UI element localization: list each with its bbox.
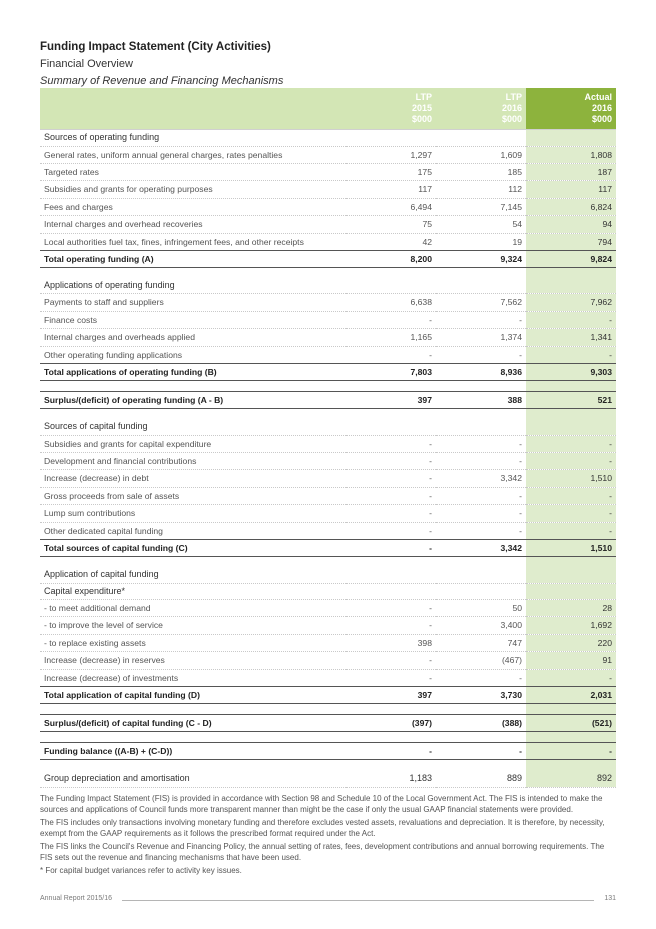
ltp2015-value: 1,165 [346, 329, 436, 346]
ltp2015-value: 397 [346, 392, 436, 409]
section-heading-row [40, 278, 616, 294]
table-row [40, 163, 616, 180]
actual2016-value: - [526, 346, 616, 363]
row-label: Total application of capital funding (D) [40, 687, 346, 704]
row-label: Increase (decrease) of investments [40, 669, 346, 686]
ltp2015-value: - [346, 470, 436, 487]
section-heading-row [40, 583, 616, 600]
row-label: Surplus/(deficit) of operating funding (A - B) [40, 392, 346, 409]
row-label: Other dedicated capital funding [40, 522, 346, 539]
note-fis-purpose: The Funding Impact Statement (FIS) is provided in accordance with Section 98 and Schedule 10 of the Local Government Act. The FIS is intended to make the sources and applications of Council funds more transparent manner than might be the case if only the usual GAAP financial statements were provided. [40, 794, 603, 814]
row-label: Gross proceeds from sale of assets [40, 487, 346, 504]
col-actual2016-line1: Actual [526, 88, 616, 103]
ltp2016-value: 19 [436, 233, 526, 250]
row-label: Internal charges and overhead recoveries [40, 216, 346, 233]
actual2016-value: - [526, 435, 616, 452]
actual2016-value [526, 419, 616, 435]
ltp2016-value: 112 [436, 181, 526, 198]
ltp2015-value: 75 [346, 216, 436, 233]
col-ltp2016-line3: $000 [436, 114, 526, 130]
page-subtitle: Financial Overview [40, 58, 133, 70]
actual2016-value: - [526, 669, 616, 686]
ltp2016-value: 8,936 [436, 364, 526, 381]
row-label: Subsidies and grants for operating purposes [40, 181, 346, 198]
table-row [40, 216, 616, 233]
col-actual2016-line2: 2016 [526, 103, 616, 114]
row-label: Increase (decrease) in reserves [40, 652, 346, 669]
row-label: Total operating funding (A) [40, 250, 346, 267]
col-ltp2015-line1: LTP [346, 88, 436, 103]
ltp2015-value: - [346, 452, 436, 469]
total-row [40, 715, 616, 732]
spacer-row [40, 267, 616, 278]
ltp2016-value: - [436, 522, 526, 539]
actual2016-value: 1,510 [526, 540, 616, 557]
ltp2016-value: - [436, 487, 526, 504]
ltp2015-value: 7,803 [346, 364, 436, 381]
actual2016-value [526, 278, 616, 294]
note-capital-variances: * For capital budget variances refer to activity key issues. [40, 866, 242, 876]
table-row [40, 652, 616, 669]
ltp2016-value [436, 419, 526, 435]
col-ltp2015-line3: $000 [346, 114, 436, 130]
ltp2015-value: 117 [346, 181, 436, 198]
ltp2015-value: - [346, 435, 436, 452]
row-label: Total sources of capital funding (C) [40, 540, 346, 557]
ltp2016-value: - [436, 743, 526, 760]
ltp2015-value: 42 [346, 233, 436, 250]
table-row [40, 198, 616, 215]
ltp2015-value: - [346, 487, 436, 504]
ltp2015-value: - [346, 652, 436, 669]
row-label: Application of capital funding [40, 567, 346, 583]
table-row [40, 181, 616, 198]
ltp2016-value: 3,730 [436, 687, 526, 704]
ltp2016-value [436, 567, 526, 583]
actual2016-value [526, 567, 616, 583]
row-label: General rates, uniform annual general charges, rates penalties [40, 146, 346, 163]
ltp2016-value: 7,562 [436, 294, 526, 311]
table-row [40, 617, 616, 634]
ltp2015-value: - [346, 346, 436, 363]
actual2016-value: 1,341 [526, 329, 616, 346]
table-row [40, 435, 616, 452]
ltp2016-value: - [436, 346, 526, 363]
table-row [40, 634, 616, 651]
actual2016-value: 6,824 [526, 198, 616, 215]
ltp2016-value: 3,342 [436, 540, 526, 557]
ltp2015-value [346, 130, 436, 147]
total-row [40, 540, 616, 557]
actual2016-value: 7,962 [526, 294, 616, 311]
ltp2015-value: - [346, 311, 436, 328]
ltp2015-value: - [346, 505, 436, 522]
ltp2015-value: 6,494 [346, 198, 436, 215]
ltp2016-value: - [436, 669, 526, 686]
ltp2015-value: - [346, 522, 436, 539]
row-label: Sources of operating funding [40, 130, 346, 147]
ltp2015-value [346, 419, 436, 435]
table-row [40, 522, 616, 539]
page-title: Funding Impact Statement (City Activities) [40, 41, 271, 53]
spacer-row [40, 381, 616, 392]
table-body [40, 130, 616, 788]
ltp2016-value [436, 130, 526, 147]
table-row [40, 452, 616, 469]
actual2016-value: - [526, 452, 616, 469]
section-title: Summary of Revenue and Financing Mechanisms [40, 75, 284, 87]
col-ltp2016-line1: LTP [436, 88, 526, 103]
notes [40, 794, 616, 877]
actual2016-value: - [526, 522, 616, 539]
col-ltp2015-line2: 2015 [346, 103, 436, 114]
table-row [40, 487, 616, 504]
table-row [40, 669, 616, 686]
row-label: - to meet additional demand [40, 600, 346, 617]
actual2016-value: 28 [526, 600, 616, 617]
row-label: Other operating funding applications [40, 346, 346, 363]
actual2016-value [526, 583, 616, 600]
ltp2015-value: - [346, 600, 436, 617]
table-row [40, 600, 616, 617]
actual2016-value: 117 [526, 181, 616, 198]
table-row [40, 311, 616, 328]
ltp2016-value: 889 [436, 770, 526, 788]
ltp2016-value: 3,342 [436, 470, 526, 487]
ltp2015-value: 1,183 [346, 770, 436, 788]
funding-table [40, 88, 616, 788]
ltp2015-value: 398 [346, 634, 436, 651]
ltp2016-value: - [436, 311, 526, 328]
ltp2015-value: - [346, 617, 436, 634]
row-label: Development and financial contributions [40, 452, 346, 469]
ltp2016-value: 50 [436, 600, 526, 617]
row-label: - to replace existing assets [40, 634, 346, 651]
total-row [40, 743, 616, 760]
table-row [40, 470, 616, 487]
actual2016-value: 2,031 [526, 687, 616, 704]
actual2016-value: - [526, 487, 616, 504]
actual2016-value: 521 [526, 392, 616, 409]
row-label: Payments to staff and suppliers [40, 294, 346, 311]
section-heading-row [40, 567, 616, 583]
section-heading-row [40, 419, 616, 435]
spacer-row [40, 760, 616, 771]
row-label: Group depreciation and amortisation [40, 770, 346, 788]
row-label: Surplus/(deficit) of capital funding (C - D) [40, 715, 346, 732]
row-label: Funding balance ((A-B) + (C-D)) [40, 743, 346, 760]
ltp2015-value: 175 [346, 163, 436, 180]
ltp2016-value [436, 583, 526, 600]
actual2016-value: 187 [526, 163, 616, 180]
actual2016-value: 1,692 [526, 617, 616, 634]
row-label: Sources of capital funding [40, 419, 346, 435]
footer [40, 892, 616, 906]
ltp2015-value [346, 583, 436, 600]
actual2016-value: 91 [526, 652, 616, 669]
spacer-row [40, 704, 616, 715]
row-label: Fees and charges [40, 198, 346, 215]
ltp2016-value: (388) [436, 715, 526, 732]
section-heading-row [40, 130, 616, 147]
footer-divider [122, 900, 594, 901]
ltp2016-value: 185 [436, 163, 526, 180]
actual2016-value: 94 [526, 216, 616, 233]
col-ltp2016-line2: 2016 [436, 103, 526, 114]
col-actual2016-line3: $000 [526, 114, 616, 130]
ltp2015-value [346, 278, 436, 294]
ltp2016-value: 54 [436, 216, 526, 233]
ltp2016-value: 1,374 [436, 329, 526, 346]
row-label: Increase (decrease) in debt [40, 470, 346, 487]
table-row [40, 505, 616, 522]
row-label: Total applications of operating funding (B) [40, 364, 346, 381]
ltp2015-value: 8,200 [346, 250, 436, 267]
row-label: Capital expenditure* [40, 583, 346, 600]
ltp2016-value: (467) [436, 652, 526, 669]
ltp2015-value: - [346, 743, 436, 760]
ltp2015-value: - [346, 540, 436, 557]
ltp2016-value: 1,609 [436, 146, 526, 163]
actual2016-value [526, 130, 616, 147]
note-fis-scope: The FIS includes only transactions involving monetary funding and therefore excludes vested assets, revaluations and depreciation. It is therefore, by necessity, exempt from the GAAP requirements as it follows the prescribed format required under the Act. [40, 818, 605, 838]
page-number: 131 [604, 895, 616, 902]
table-row [40, 770, 616, 788]
actual2016-value: 9,303 [526, 364, 616, 381]
table-row [40, 294, 616, 311]
actual2016-value: 794 [526, 233, 616, 250]
actual2016-value: - [526, 311, 616, 328]
row-label: Targeted rates [40, 163, 346, 180]
row-label: Finance costs [40, 311, 346, 328]
table-row [40, 346, 616, 363]
ltp2015-value: 1,297 [346, 146, 436, 163]
ltp2015-value: - [346, 669, 436, 686]
table-row [40, 146, 616, 163]
ltp2016-value: - [436, 505, 526, 522]
ltp2016-value: 3,400 [436, 617, 526, 634]
total-row [40, 250, 616, 267]
ltp2015-value: (397) [346, 715, 436, 732]
row-label: Local authorities fuel tax, fines, infringement fees, and other receipts [40, 233, 346, 250]
spacer-row [40, 409, 616, 420]
spacer-row [40, 732, 616, 743]
ltp2016-value: - [436, 435, 526, 452]
ltp2016-value: - [436, 452, 526, 469]
row-label: Applications of operating funding [40, 278, 346, 294]
ltp2016-value: 9,324 [436, 250, 526, 267]
actual2016-value: 9,824 [526, 250, 616, 267]
actual2016-value: 892 [526, 770, 616, 788]
actual2016-value: 1,510 [526, 470, 616, 487]
ltp2016-value: 7,145 [436, 198, 526, 215]
note-fis-links: The FIS links the Council's Revenue and Financing Policy, the annual setting of rates, fees, development contributions and annual borrowing requirements. The FIS sets out the revenue and financing mechanisms that have been used. [40, 842, 605, 862]
total-row [40, 364, 616, 381]
spacer-row [40, 557, 616, 568]
actual2016-value: (521) [526, 715, 616, 732]
header-blank [40, 88, 346, 103]
row-label: Lump sum contributions [40, 505, 346, 522]
total-row [40, 392, 616, 409]
table-row [40, 329, 616, 346]
actual2016-value: 1,808 [526, 146, 616, 163]
page [40, 40, 616, 880]
ltp2015-value: 6,638 [346, 294, 436, 311]
ltp2016-value: 747 [436, 634, 526, 651]
total-row [40, 687, 616, 704]
actual2016-value: 220 [526, 634, 616, 651]
row-label: - to improve the level of service [40, 617, 346, 634]
table-row [40, 233, 616, 250]
ltp2016-value: 388 [436, 392, 526, 409]
actual2016-value: - [526, 505, 616, 522]
ltp2016-value [436, 278, 526, 294]
ltp2015-value: 397 [346, 687, 436, 704]
footer-report-title: Annual Report 2015/16 [40, 895, 112, 902]
row-label: Subsidies and grants for capital expenditure [40, 435, 346, 452]
actual2016-value: - [526, 743, 616, 760]
ltp2015-value [346, 567, 436, 583]
row-label: Internal charges and overheads applied [40, 329, 346, 346]
